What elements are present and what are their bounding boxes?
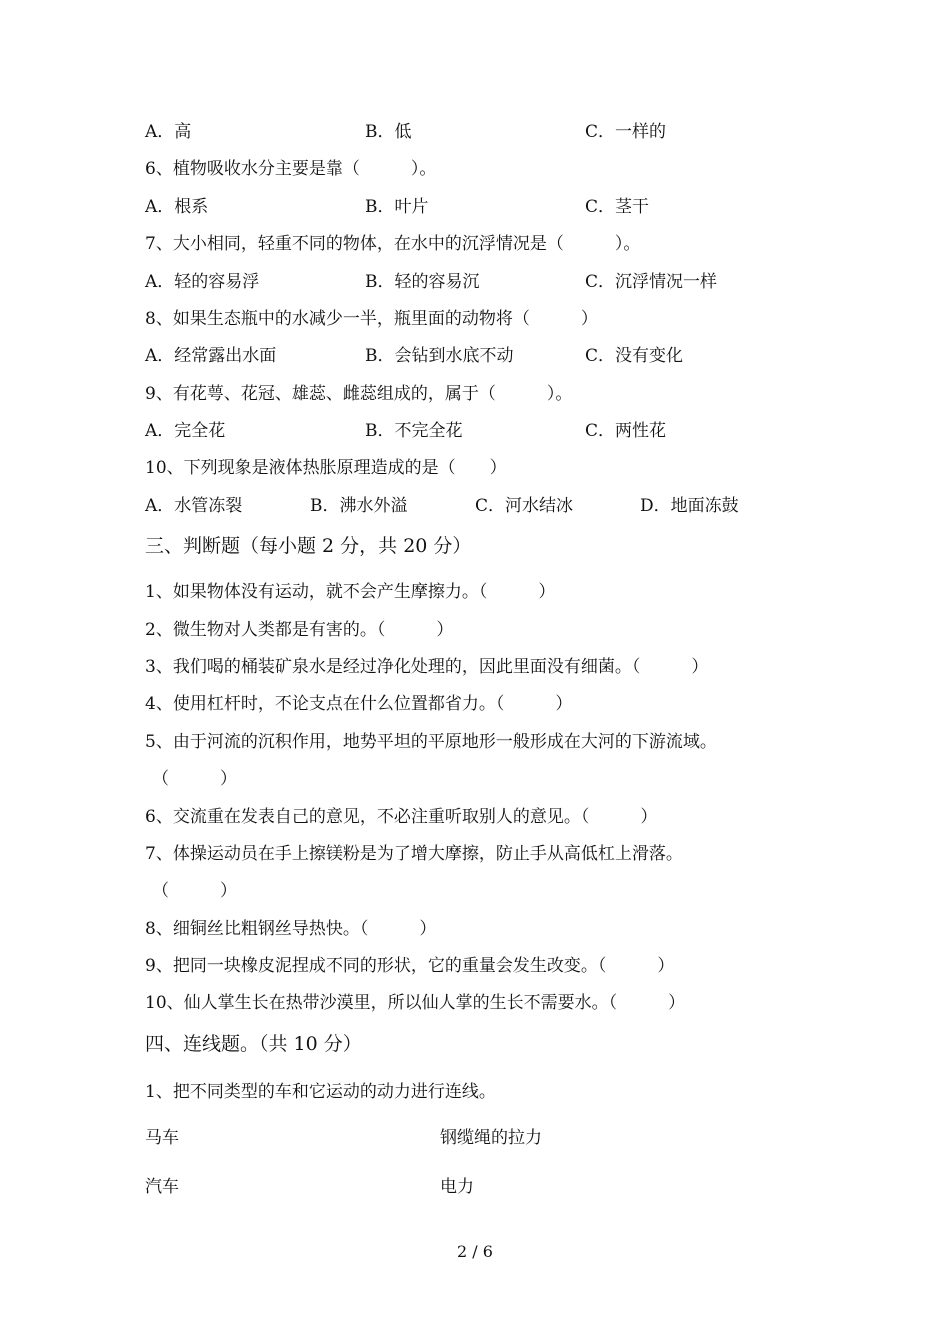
part3-item-9: 9、把同一块橡皮泥捏成不同的形状，它的重量会发生改变。（ ） [145, 956, 675, 976]
q5-option-c: C．一样的 [585, 122, 667, 142]
part3-item-5-blank: （ ） [152, 769, 237, 789]
q7-option-b: B．轻的容易沉 [365, 272, 480, 292]
q7-option-c: C．沉浮情况一样 [585, 272, 718, 292]
part3-heading: 三、判断题（每小题 2 分，共 20 分） [145, 535, 472, 557]
q7-option-a: A．轻的容易浮 [145, 272, 260, 292]
part3-item-6: 6、交流重在发表自己的意见，不必注重听取别人的意见。（ ） [145, 807, 658, 827]
q10-option-d: D．地面冻鼓 [640, 496, 739, 516]
q10-option-c: C．河水结冰 [475, 496, 574, 516]
q6-option-c: C．茎干 [585, 197, 650, 217]
q9-option-c: C．两性花 [585, 421, 667, 441]
q10-option-a: A．水管冻裂 [145, 496, 243, 516]
part3-item-3: 3、我们喝的桶装矿泉水是经过净化处理的，因此里面没有细菌。（ ） [145, 657, 709, 677]
part3-item-10: 10、仙人掌生长在热带沙漠里，所以仙人掌的生长不需要水。（ ） [145, 993, 686, 1013]
match-left-item-2: 汽车 [145, 1177, 179, 1197]
part3-item-7: 7、体操运动员在手上擦镁粉是为了增大摩擦，防止手从高低杠上滑落。 [145, 844, 683, 864]
q5-option-b: B．低 [365, 122, 412, 142]
q8-option-b: B．会钻到水底不动 [365, 346, 514, 366]
match-right-item-1: 钢缆绳的拉力 [440, 1128, 542, 1148]
q9-option-b: B．不完全花 [365, 421, 463, 441]
q8-option-c: C．没有变化 [585, 346, 684, 366]
q6-text: 6、植物吸收水分主要是靠（ ）。 [145, 159, 437, 179]
part3-item-4: 4、使用杠杆时，不论支点在什么位置都省力。（ ） [145, 694, 573, 714]
q5-option-a: A．高 [145, 122, 192, 142]
q9-option-a: A．完全花 [145, 421, 226, 441]
q9-text: 9、有花萼、花冠、雄蕊、雌蕊组成的，属于（ ）。 [145, 384, 573, 404]
q10-option-b: B．沸水外溢 [310, 496, 408, 516]
part3-item-5: 5、由于河流的沉积作用，地势平坦的平原地形一般形成在大河的下游流域。 [145, 732, 717, 752]
part3-item-8: 8、细铜丝比粗钢丝导热快。（ ） [145, 919, 437, 939]
q8-option-a: A．经常露出水面 [145, 346, 277, 366]
q6-option-b: B．叶片 [365, 197, 429, 217]
part4-heading: 四、连线题。（共 10 分） [145, 1033, 362, 1055]
q10-text: 10、下列现象是液体热胀原理造成的是（ ） [145, 458, 507, 478]
q8-text: 8、如果生态瓶中的水减少一半，瓶里面的动物将（ ） [145, 309, 598, 329]
match-left-item-1: 马车 [145, 1128, 179, 1148]
match-right-item-2: 电力 [440, 1177, 474, 1197]
part3-item-7-blank: （ ） [152, 881, 237, 901]
q6-option-a: A．根系 [145, 197, 209, 217]
part3-item-2: 2、微生物对人类都是有害的。（ ） [145, 620, 454, 640]
part4-q1-text: 1、把不同类型的车和它运动的动力进行连线。 [145, 1082, 496, 1102]
q7-text: 7、大小相同，轻重不同的物体，在水中的沉浮情况是（ ）。 [145, 234, 641, 254]
part3-item-1: 1、如果物体没有运动，就不会产生摩擦力。（ ） [145, 582, 556, 602]
page-number: 2 / 6 [457, 1242, 493, 1261]
